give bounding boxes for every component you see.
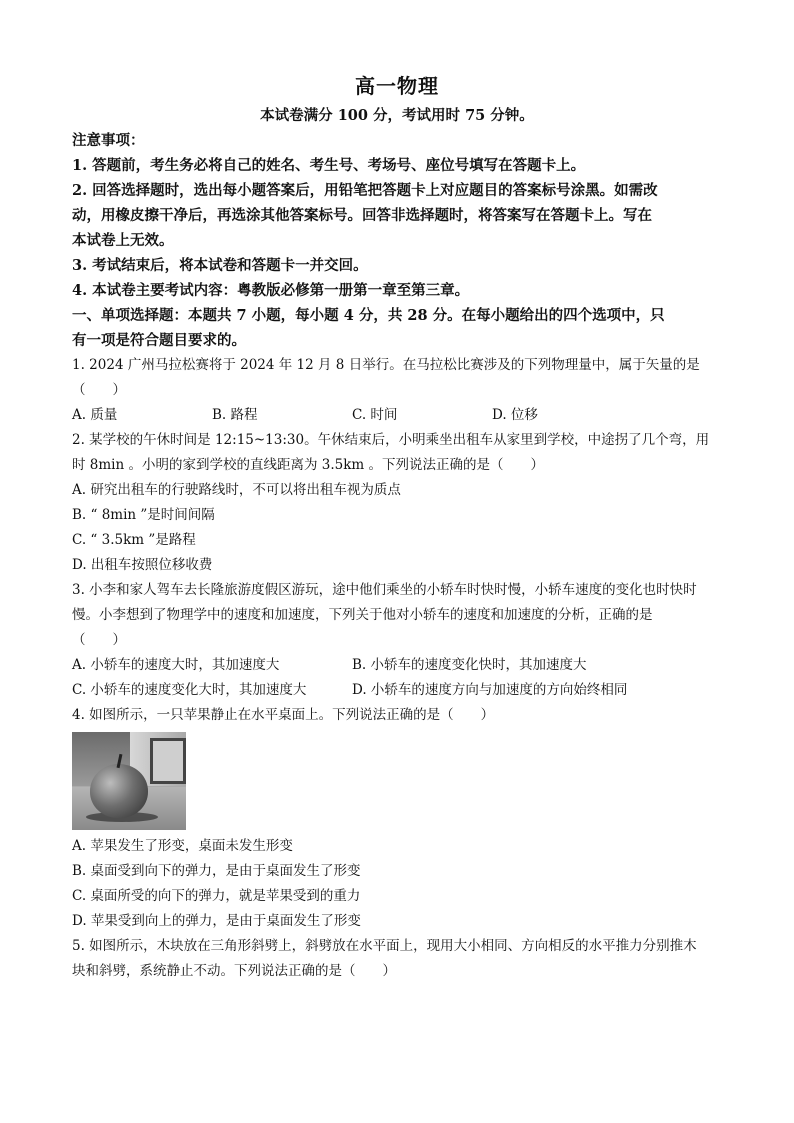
question-2-text: 时 8min 。小明的家到学校的直线距离为 3.5km 。下列说法正确的是（ ） — [72, 457, 545, 473]
question-3-text: 3. 小李和家人驾车去长隆旅游度假区游玩，途中他们乘坐的小轿车时快时慢，小轿车速度的变化也时快时 — [72, 582, 697, 598]
option-d: D. 小轿车的速度方向与加速度的方向始终相同 — [352, 682, 628, 698]
option-b: B. 小轿车的速度变化快时，其加速度大 — [352, 657, 587, 673]
option-b: B. “ 8min ”是时间间隔 — [72, 507, 215, 523]
option-c: C. 时间 — [352, 407, 398, 423]
apple-photo — [72, 732, 186, 830]
question-1-options — [72, 403, 722, 428]
question-5-text: 5. 如图所示，木块放在三角形斜劈上，斜劈放在水平面上，现用大小相同、方向相反的水平推力分别推木 — [72, 938, 697, 954]
question-5-text: 块和斜劈，系统静止不动。下列说法正确的是（ ） — [72, 963, 396, 979]
option-d: D. 出租车按照位移收费 — [72, 557, 213, 573]
option-c: C. “ 3.5km ”是路程 — [72, 532, 196, 548]
option-c: C. 桌面所受的向下的弹力，就是苹果受到的重力 — [72, 888, 361, 904]
apple-icon — [90, 764, 148, 818]
question-1-text: 1. 2024 广州马拉松赛将于 2024 年 12 月 8 日举行。在马拉松比赛涉及的下列物理量中，属于矢量的是 — [72, 357, 700, 373]
question-3-options-row — [72, 678, 722, 703]
question-3-text: （ ） — [72, 632, 126, 648]
option-a: A. 小轿车的速度大时，其加速度大 — [72, 657, 280, 673]
option-a: A. 苹果发生了形变，桌面未发生形变 — [72, 838, 293, 854]
question-2-text: 2. 某学校的午休时间是 12:15~13:30。午休结束后，小明乘坐出租车从家里到学校，中途拐了几个弯，用 — [72, 432, 710, 448]
note-line: 4. 本试卷主要考试内容：粤教版必修第一册第一章至第三章。 — [72, 282, 470, 299]
note-line: 2. 回答选择题时，选出每小题答案后，用铅笔把答题卡上对应题目的答案标号涂黑。如需改 — [72, 182, 658, 199]
question-3-options-row — [72, 653, 722, 678]
option-b: B. 路程 — [212, 407, 258, 423]
note-line: 本试卷上无效。 — [72, 232, 174, 249]
exam-content — [72, 128, 722, 984]
note-line: 1. 答题前，考生务必将自己的姓名、考生号、考场号、座位号填写在答题卡上。 — [72, 157, 586, 174]
note-line: 动，用橡皮擦干净后，再选涂其他答案标号。回答非选择题时，将答案写在答题卡上。写在 — [72, 207, 652, 224]
section-heading: 有一项是符合题目要求的。 — [72, 332, 246, 349]
option-b: B. 桌面受到向下的弹力，是由于桌面发生了形变 — [72, 863, 361, 879]
question-1-text: （ ） — [72, 382, 126, 398]
option-a: A. 质量 — [72, 407, 118, 423]
option-d: D. 位移 — [492, 407, 538, 423]
note-line: 3. 考试结束后，将本试卷和答题卡一并交回。 — [72, 257, 368, 274]
notes-heading: 注意事项： — [72, 132, 145, 149]
page-subtitle: 本试卷满分 100 分，考试用时 75 分钟。 — [260, 107, 534, 124]
option-a: A. 研究出租车的行驶路线时，不可以将出租车视为质点 — [72, 482, 401, 498]
option-d: D. 苹果受到向上的弹力，是由于桌面发生了形变 — [72, 913, 361, 929]
section-heading: 一、单项选择题：本题共 7 小题，每小题 4 分，共 28 分。在每小题给出的四个选项中，只 — [72, 307, 665, 324]
option-c: C. 小轿车的速度变化大时，其加速度大 — [72, 682, 307, 698]
question-3-text: 慢。小李想到了物理学中的速度和加速度，下列关于他对小轿车的速度和加速度的分析，正确的是 — [72, 607, 653, 623]
picture-frame-icon — [150, 738, 186, 784]
question-4-text: 4. 如图所示，一只苹果静止在水平桌面上。下列说法正确的是（ ） — [72, 707, 495, 723]
page-title: 高一物理 — [355, 74, 439, 98]
